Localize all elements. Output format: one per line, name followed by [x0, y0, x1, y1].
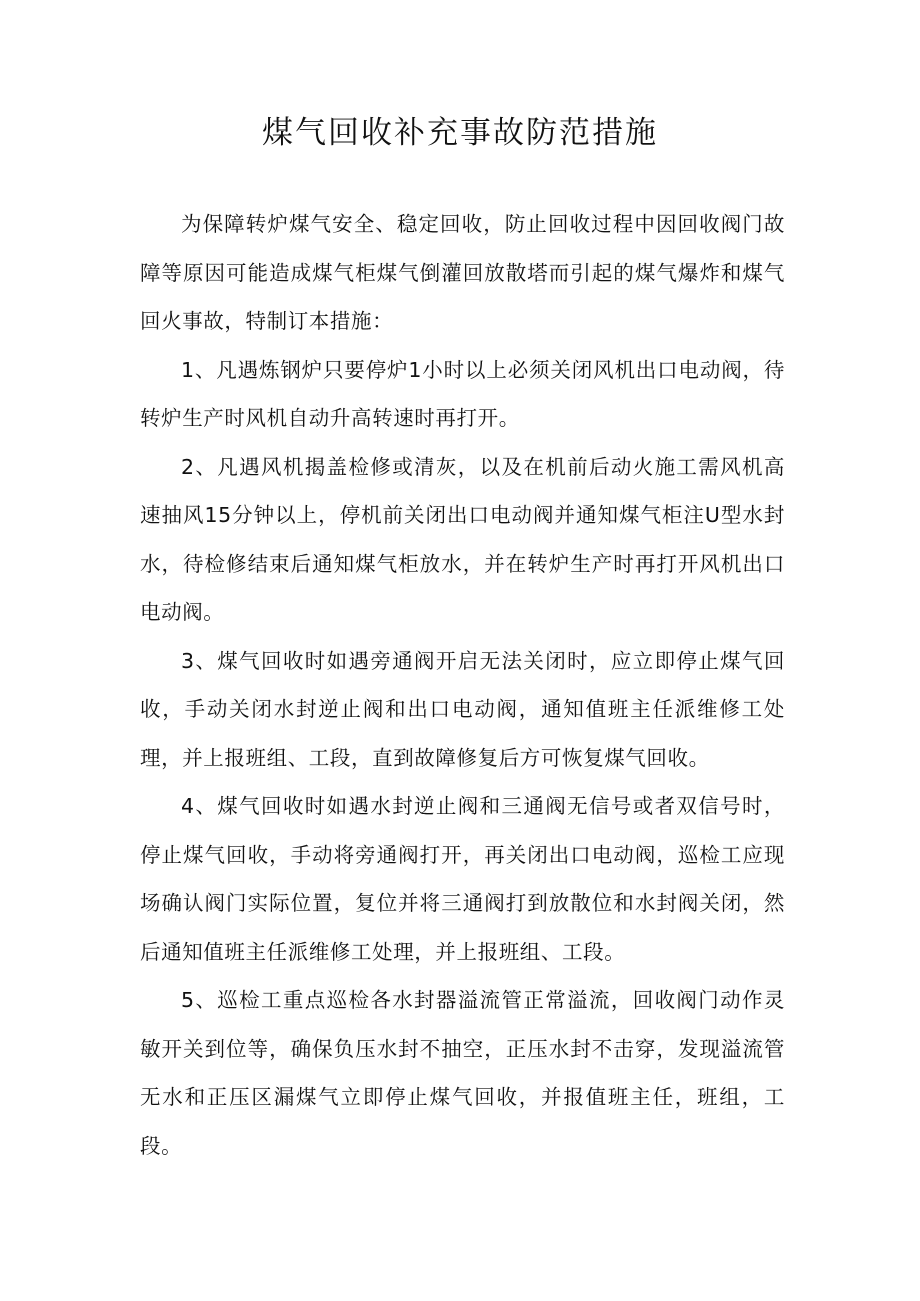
measure-item-4: 4、煤气回收时如遇水封逆止阀和三通阀无信号或者双信号时，停止煤气回收，手动将旁通阀打开，再关闭出口电动阀，巡检工应现场确认阀门实际位置，复位并将三通阀打到放散位和水封阀关闭，然后通知值班主任派维修工处理，并上报班组、工段。: [140, 794, 785, 964]
measure-item-3: 3、煤气回收时如遇旁通阀开启无法关闭时，应立即停止煤气回收，手动关闭水封逆止阀和出口电动阀，通知值班主任派维修工处理，并上报班组、工段，直到故障修复后方可恢复煤气回收。: [140, 648, 785, 770]
measure-item-2: 2、凡遇风机揭盖检修或清灰，以及在机前后动火施工需风机高速抽风15分钟以上，停机前关闭出口电动阀并通知煤气柜注U型水封水，待检修结束后通知煤气柜放水，并在转炉生产时再打开风机出口电动阀。: [140, 454, 785, 624]
measure-item-1: 1、凡遇炼钢炉只要停炉1小时以上必须关闭风机出口电动阀，待转炉生产时风机自动升高转速时再打开。: [140, 357, 785, 430]
document-title: 煤气回收补充事故防范措施: [262, 115, 658, 151]
document-body: [140, 200, 785, 1170]
intro-paragraph: 为保障转炉煤气安全、稳定回收，防止回收过程中因回收阀门故障等原因可能造成煤气柜煤气倒灌回放散塔而引起的煤气爆炸和煤气回火事故，特制订本措施：: [140, 212, 785, 333]
measure-item-5: 5、巡检工重点巡检各水封器溢流管正常溢流，回收阀门动作灵敏开关到位等，确保负压水封不抽空，正压水封不击穿，发现溢流管无水和正压区漏煤气立即停止煤气回收，并报值班主任，班组，工段。: [140, 988, 785, 1158]
